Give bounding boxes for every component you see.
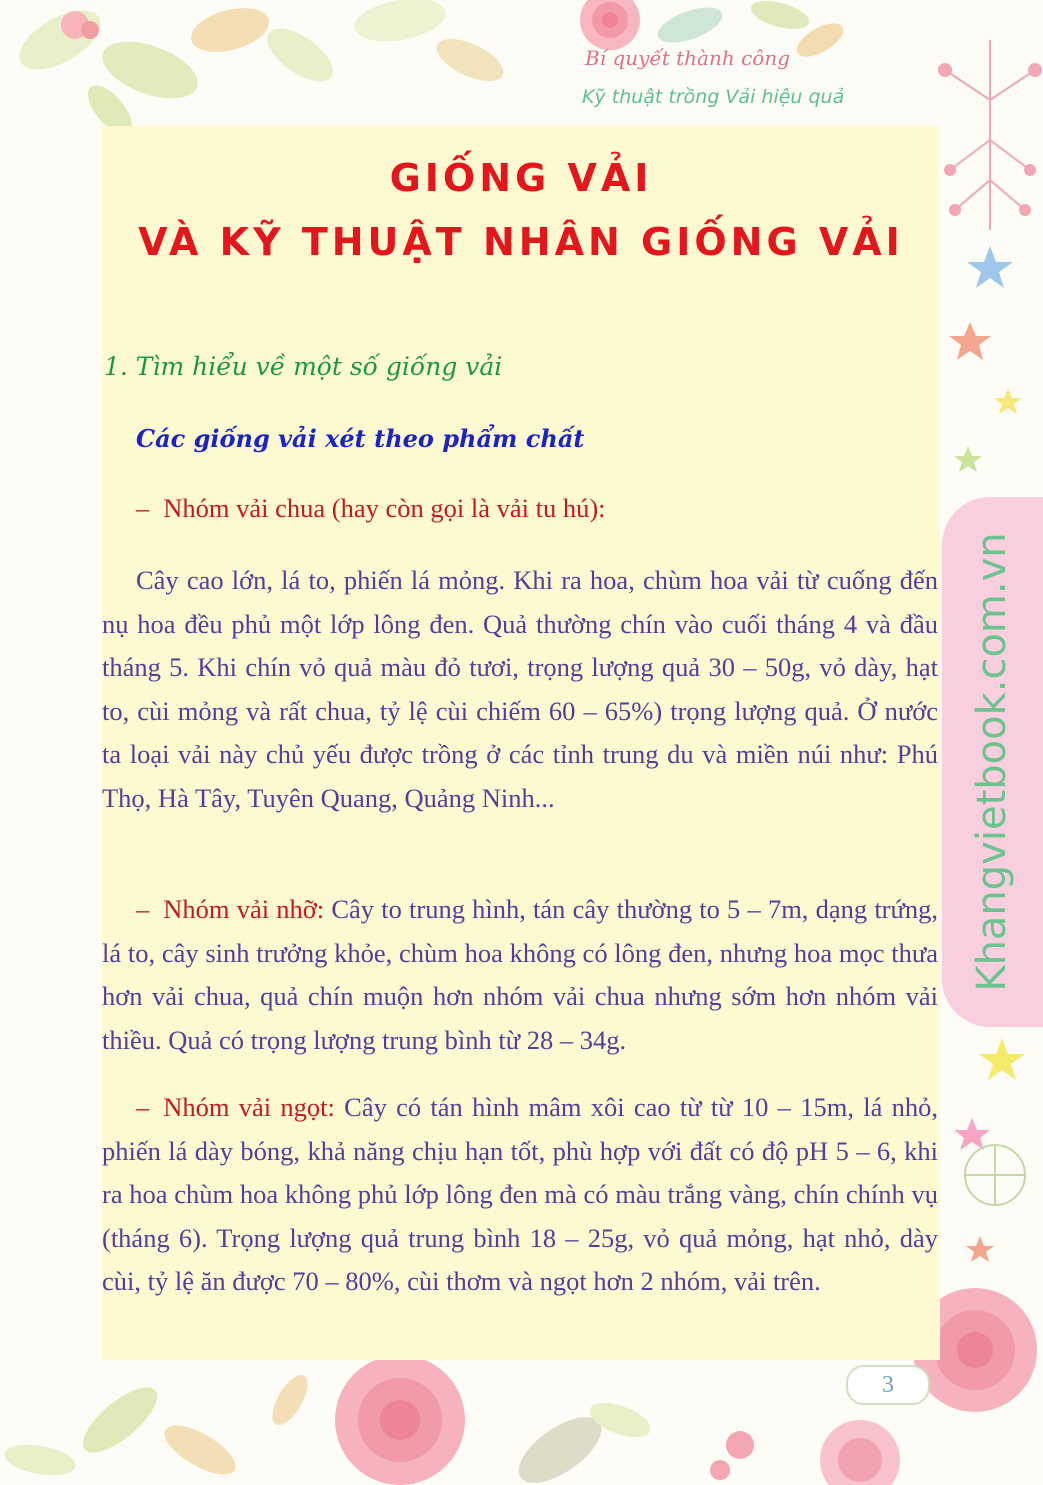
flowers-lower-right bbox=[965, 1145, 1025, 1205]
group-sour-heading bbox=[102, 487, 938, 531]
group-label: Nhóm vải chua (hay còn gọi là vải tu hú): bbox=[163, 493, 606, 523]
dash: – bbox=[136, 894, 150, 924]
sidebar-watermark: Khangvietbook.com.vn bbox=[969, 532, 1015, 992]
running-head-series: Bí quyết thành công bbox=[585, 46, 791, 70]
subheading: Các giống vải xét theo phẩm chất bbox=[136, 424, 585, 453]
dandelion-right bbox=[939, 40, 1041, 230]
dash: – bbox=[136, 1092, 150, 1122]
chapter-title-line-2: VÀ KỸ THUẬT NHÂN GIỐNG VẢI bbox=[138, 220, 904, 264]
group-text: Cây có tán hình mâm xôi cao từ từ 10 – 15m, lá nhỏ, phiến lá dày bóng, khả năng chịu hạn tốt, phù hợp với đất có độ pH 5 – 6, khi ra hoa chùm hoa không phủ lớp lông đen mà có màu trắng vàng, chín chính vụ (tháng 6). Trọng lượng quả trung bình 18 – 25g, vỏ quả mỏng, hạt nhỏ, dày cùi, tỷ lệ ăn được 70 – 80%, cùi thơm và ngọt hơn 2 nhóm, vải trên. bbox=[102, 1092, 938, 1296]
leaves-bottom bbox=[2, 1370, 655, 1485]
group-label: Nhóm vải ngọt: bbox=[163, 1092, 335, 1122]
group-sweet-paragraph bbox=[102, 1086, 938, 1304]
running-head-book-title: Kỹ thuật trồng Vải hiệu quả bbox=[582, 86, 845, 108]
page-number: 3 bbox=[846, 1365, 930, 1405]
group-sour-paragraph: Cây cao lớn, lá to, phiến lá mỏng. Khi ra hoa, chùm hoa vải từ cuống đến nụ hoa đều phủ một lớp lông đen. Quả thường chín vào cuối tháng 4 và đầu tháng 5. Khi chín vỏ quả màu đỏ tươi, trọng lượng quả 30 – 50g, vỏ dày, hạt to, cùi mỏng và rất chua, tỷ lệ cùi chiếm 60 – 65%) trọng lượng quả. Ở nước ta loại vải này chủ yếu được trồng ở các tỉnh trung du và miền núi như: Phú Thọ, Hà Tây, Tuyên Quang, Quảng Ninh... bbox=[102, 565, 938, 813]
chapter-title-line-1: GIỐNG VẢI bbox=[389, 156, 653, 200]
dash: – bbox=[136, 493, 150, 523]
leaf-cluster-top-left bbox=[10, 0, 509, 142]
section-heading: 1. Tìm hiểu về một số giống vải bbox=[104, 352, 503, 381]
group-text: Cây to trung hình, tán cây thường to 5 – 7m, dạng trứng, lá to, cây sinh trưởng khỏe, chùm hoa không có lông đen, nhưng hoa mọc thưa hơn vải chua, quả chín muộn hơn nhóm vải chua nhưng sớm hơn nhóm vải thiều. Quả có trọng lượng trung bình từ 28 – 34g. bbox=[102, 894, 938, 1055]
group-medium-paragraph bbox=[102, 888, 938, 1062]
group-label: Nhóm vải nhỡ: bbox=[163, 894, 325, 924]
